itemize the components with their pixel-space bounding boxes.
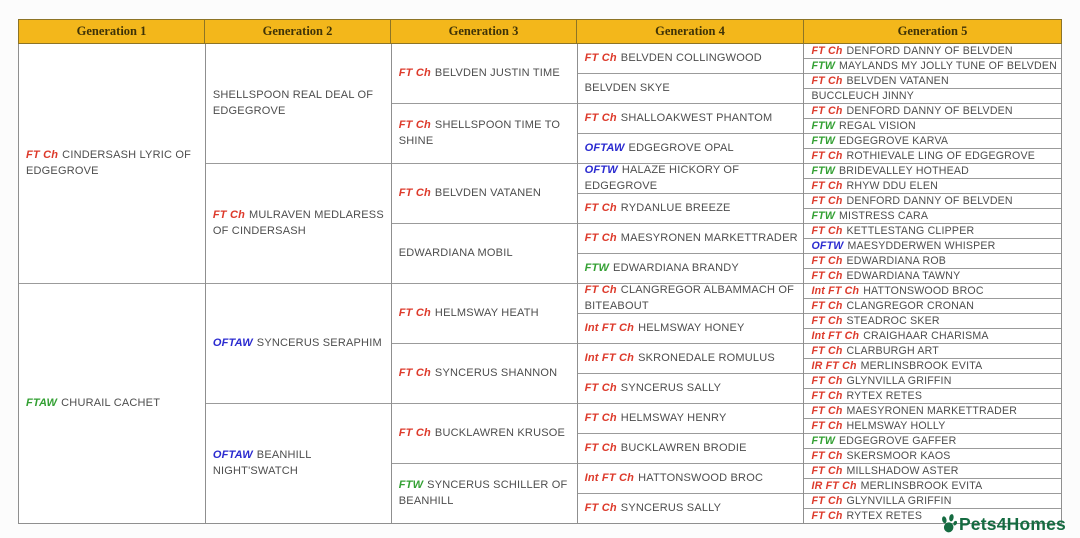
pedigree-cell-gen5-9	[804, 163, 1061, 178]
dog-name: ROTHIEVALE LING OF EDGEGROVE	[846, 149, 1035, 162]
generation-column-4	[577, 44, 804, 523]
dog-name: EDWARDIANA BRANDY	[613, 261, 739, 274]
dog-name: EDWARDIANA TAWNY	[846, 269, 961, 282]
title-prefix: FT Ch	[811, 299, 843, 312]
dog-name: EDGEGROVE OPAL	[628, 141, 734, 154]
pedigree-cell-gen4-13	[578, 403, 804, 433]
pedigree-cell-gen1-2	[19, 283, 205, 523]
pedigree-cell-gen4-16	[578, 493, 804, 523]
dog-name: DENFORD DANNY OF BELVDEN	[846, 44, 1013, 57]
title-prefix: FT Ch	[811, 149, 843, 162]
dog-name: SYNCERUS SCHILLER OF BEANHILL	[398, 479, 568, 507]
title-prefix: FT Ch	[26, 149, 59, 162]
title-prefix: Int FT Ch	[584, 321, 635, 334]
dog-name: MULRAVEN MEDLARESS OF CINDERSASH	[212, 209, 384, 237]
title-prefix: FT Ch	[398, 66, 431, 79]
title-prefix: FT Ch	[584, 381, 617, 394]
dog-name: CLANGREGOR ALBAMMACH OF BITEABOUT	[584, 284, 795, 312]
column-header-generation-4: Generation 4	[577, 20, 804, 43]
dog-name: CLANGREGOR CRONAN	[846, 299, 975, 312]
title-prefix: FTW	[811, 59, 836, 72]
pedigree-cell-gen3-6	[392, 343, 577, 403]
title-prefix: FTAW	[26, 396, 58, 409]
dog-name: BELVDEN SKYE	[584, 81, 670, 94]
pedigree-cell-gen5-11	[804, 193, 1061, 208]
title-prefix: OFTAW	[584, 141, 625, 154]
generation-column-3	[391, 44, 577, 523]
pedigree-cell-gen4-2	[578, 73, 804, 103]
pedigree-cell-gen5-27	[804, 433, 1061, 448]
pedigree-cell-gen5-17	[804, 283, 1061, 298]
title-prefix: FT Ch	[811, 224, 843, 237]
pedigree-cell-gen4-15	[578, 463, 804, 493]
pedigree-cell-gen4-7	[578, 223, 804, 253]
title-prefix: FT Ch	[811, 74, 843, 87]
title-prefix: IR FT Ch	[811, 479, 857, 492]
dog-name: BUCKLAWREN KRUSOE	[434, 426, 566, 439]
pedigree-cell-gen4-6	[578, 193, 804, 223]
pedigree-cell-gen5-2	[804, 58, 1061, 73]
pedigree-cell-gen5-16	[804, 268, 1061, 283]
pedigree-cell-gen5-10	[804, 178, 1061, 193]
dog-name: BUCCLEUCH JINNY	[811, 89, 914, 102]
generation-column-2	[205, 44, 391, 523]
title-prefix: FT Ch	[584, 51, 617, 64]
dog-name: HELMSWAY HOLLY	[846, 419, 946, 432]
title-prefix: FT Ch	[584, 231, 617, 244]
dog-name: SYNCERUS SERAPHIM	[256, 336, 382, 349]
dog-name: BRIDEVALLEY HOTHEAD	[839, 164, 970, 177]
pedigree-body	[18, 44, 1062, 524]
dog-name: HATTONSWOOD BROC	[863, 284, 984, 297]
dog-name: BEANHILL NIGHT'SWATCH	[212, 449, 312, 477]
table-header-row	[18, 19, 1062, 44]
dog-name: SYNCERUS SHANNON	[434, 366, 558, 379]
title-prefix: FT Ch	[811, 254, 843, 267]
title-prefix: FT Ch	[811, 44, 843, 57]
dog-name: MERLINSBROOK EVITA	[860, 359, 983, 372]
title-prefix: FTW	[811, 119, 836, 132]
pedigree-cell-gen5-3	[804, 73, 1061, 88]
dog-name: HELMSWAY HEATH	[434, 306, 539, 319]
title-prefix: FT Ch	[811, 404, 843, 417]
dog-name: EDWARDIANA ROB	[846, 254, 947, 267]
pedigree-cell-gen5-31	[804, 493, 1061, 508]
title-prefix: FT Ch	[811, 509, 843, 522]
title-prefix: FTW	[584, 261, 610, 274]
title-prefix: FT Ch	[584, 411, 617, 424]
dog-name: BELVDEN VATANEN	[434, 186, 542, 199]
title-prefix: FT Ch	[811, 179, 843, 192]
dog-name: MERLINSBROOK EVITA	[860, 479, 983, 492]
dog-name: RYTEX RETES	[846, 389, 923, 402]
pedigree-cell-gen5-15	[804, 253, 1061, 268]
dog-name: SHELLSPOON TIME TO SHINE	[398, 119, 561, 147]
dog-name: MILLSHADOW ASTER	[846, 464, 959, 477]
pedigree-cell-gen5-6	[804, 118, 1061, 133]
dog-name: CLARBURGH ART	[846, 344, 939, 357]
pedigree-cell-gen3-3	[392, 163, 577, 223]
pedigree-cell-gen5-30	[804, 478, 1061, 493]
dog-name: BELVDEN VATANEN	[846, 74, 949, 87]
title-prefix: FT Ch	[398, 119, 431, 132]
dog-name: MAYLANDS MY JOLLY TUNE OF BELVDEN	[839, 59, 1057, 72]
pedigree-cell-gen5-4	[804, 88, 1061, 103]
dog-name: BUCKLAWREN BRODIE	[620, 441, 747, 454]
title-prefix: FT Ch	[811, 194, 843, 207]
title-prefix: FTW	[811, 434, 836, 447]
dog-name: CRAIGHAAR CHARISMA	[863, 329, 989, 342]
dog-name: SKERSMOOR KAOS	[846, 449, 951, 462]
dog-name: MISTRESS CARA	[839, 209, 929, 222]
dog-name: MAESYDDERWEN WHISPER	[847, 239, 996, 252]
dog-name: HELMSWAY HONEY	[638, 321, 745, 334]
dog-name: HALAZE HICKORY OF EDGEGROVE	[584, 164, 740, 192]
pedigree-cell-gen2-2	[206, 163, 391, 283]
pedigree-cell-gen5-8	[804, 148, 1061, 163]
title-prefix: Int FT Ch	[811, 329, 860, 342]
dog-name: SYNCERUS SALLY	[620, 501, 722, 514]
pedigree-cell-gen5-24	[804, 388, 1061, 403]
dog-name: GLYNVILLA GRIFFIN	[846, 374, 952, 387]
pedigree-cell-gen5-14	[804, 238, 1061, 253]
pedigree-cell-gen5-28	[804, 448, 1061, 463]
dog-name: SHELLSPOON REAL DEAL OF EDGEGROVE	[212, 89, 374, 117]
column-header-generation-5: Generation 5	[897, 24, 968, 38]
pedigree-cell-gen5-1	[804, 44, 1061, 58]
pedigree-cell-gen4-14	[578, 433, 804, 463]
title-prefix: FT Ch	[398, 366, 431, 379]
pedigree-cell-gen5-22	[804, 358, 1061, 373]
dog-name: EDGEGROVE KARVA	[839, 134, 949, 147]
pedigree-cell-gen4-10	[578, 313, 804, 343]
pedigree-cell-gen5-18	[804, 298, 1061, 313]
pedigree-cell-gen4-1	[578, 44, 804, 73]
title-prefix: FT Ch	[811, 389, 843, 402]
title-prefix: OFTAW	[212, 449, 253, 462]
dog-name: STEADROC SKER	[846, 314, 940, 327]
pedigree-cell-gen5-21	[804, 343, 1061, 358]
dog-name: DENFORD DANNY OF BELVDEN	[846, 194, 1013, 207]
dog-name: RYTEX RETES	[846, 509, 923, 522]
dog-name: EDWARDIANA MOBIL	[398, 246, 513, 259]
pedigree-cell-gen3-2	[392, 103, 577, 163]
dog-name: GLYNVILLA GRIFFIN	[846, 494, 952, 507]
pedigree-table	[18, 19, 1062, 524]
pedigree-cell-gen2-1	[206, 44, 391, 163]
title-prefix: Int FT Ch	[584, 471, 635, 484]
title-prefix: FT Ch	[398, 426, 431, 439]
pedigree-cell-gen2-4	[206, 403, 391, 523]
title-prefix: FT Ch	[398, 306, 431, 319]
dog-name: EDGEGROVE GAFFER	[839, 434, 957, 447]
dog-name: CINDERSASH LYRIC OF EDGEGROVE	[26, 149, 192, 177]
pedigree-cell-gen5-12	[804, 208, 1061, 223]
dog-name: SKRONEDALE ROMULUS	[638, 351, 775, 364]
pedigree-cell-gen4-9	[578, 283, 804, 313]
pedigree-cell-gen5-26	[804, 418, 1061, 433]
title-prefix: FT Ch	[584, 501, 617, 514]
title-prefix: Int FT Ch	[811, 284, 860, 297]
pedigree-cell-gen4-3	[578, 103, 804, 133]
title-prefix: FTW	[811, 209, 836, 222]
title-prefix: FTW	[811, 164, 836, 177]
pedigree-cell-gen5-29	[804, 463, 1061, 478]
column-header-generation-1: Generation 1	[19, 20, 205, 43]
pedigree-cell-gen4-5	[578, 163, 804, 193]
title-prefix: FT Ch	[811, 494, 843, 507]
title-prefix: FT Ch	[584, 284, 617, 297]
title-prefix: Int FT Ch	[584, 351, 635, 364]
column-header-generation-3: Generation 3	[391, 20, 577, 43]
title-prefix: FT Ch	[811, 419, 843, 432]
dog-name: HELMSWAY HENRY	[620, 411, 727, 424]
dog-name: KETTLESTANG CLIPPER	[846, 224, 975, 237]
pedigree-cell-gen5-7	[804, 133, 1061, 148]
title-prefix: FTW	[398, 479, 424, 492]
generation-column-5	[803, 44, 1061, 523]
pedigree-cell-gen5-23	[804, 373, 1061, 388]
title-prefix: FT Ch	[398, 186, 431, 199]
pedigree-cell-gen1-1	[19, 44, 205, 283]
generation-column-1	[19, 44, 205, 523]
pedigree-cell-gen3-1	[392, 44, 577, 103]
pedigree-cell-gen3-7	[392, 403, 577, 463]
title-prefix: FT Ch	[811, 314, 843, 327]
dog-name: SHALLOAKWEST PHANTOM	[620, 111, 773, 124]
title-prefix: OFTW	[584, 164, 618, 177]
pedigree-cell-gen5-5	[804, 103, 1061, 118]
pedigree-cell-gen3-8	[392, 463, 577, 523]
pets4homes-logo[interactable]	[940, 514, 1066, 535]
pedigree-cell-gen4-12	[578, 373, 804, 403]
dog-name: RYDANLUE BREEZE	[620, 201, 731, 214]
title-prefix: FT Ch	[811, 104, 843, 117]
dog-name: RHYW DDU ELEN	[846, 179, 938, 192]
title-prefix: FT Ch	[811, 344, 843, 357]
title-prefix: FT Ch	[584, 201, 617, 214]
dog-name: HATTONSWOOD BROC	[638, 471, 764, 484]
title-prefix: FT Ch	[584, 111, 617, 124]
dog-name: DENFORD DANNY OF BELVDEN	[846, 104, 1013, 117]
pedigree-cell-gen5-19	[804, 313, 1061, 328]
pedigree-cell-gen5-25	[804, 403, 1061, 418]
title-prefix: OFTW	[811, 239, 844, 252]
title-prefix: FT Ch	[811, 464, 843, 477]
dog-name: BELVDEN JUSTIN TIME	[434, 66, 560, 79]
title-prefix: FT Ch	[584, 441, 617, 454]
logo-text: Pets4Homes	[958, 514, 1066, 534]
pedigree-cell-gen4-8	[578, 253, 804, 283]
dog-name: SYNCERUS SALLY	[620, 381, 722, 394]
dog-name: REGAL VISION	[839, 119, 916, 132]
title-prefix: IR FT Ch	[811, 359, 857, 372]
dog-name: MAESYRONEN MARKETTRADER	[846, 404, 1018, 417]
pedigree-cell-gen3-4	[392, 223, 577, 283]
title-prefix: FT Ch	[811, 449, 843, 462]
pedigree-cell-gen2-3	[206, 283, 391, 403]
pedigree-cell-gen5-20	[804, 328, 1061, 343]
pedigree-cell-gen4-11	[578, 343, 804, 373]
title-prefix: OFTAW	[212, 336, 253, 349]
dog-name: BELVDEN COLLINGWOOD	[620, 51, 762, 64]
title-prefix: FT Ch	[212, 209, 246, 222]
pedigree-cell-gen5-13	[804, 223, 1061, 238]
dog-name: MAESYRONEN MARKETTRADER	[620, 231, 798, 244]
pedigree-cell-gen4-4	[578, 133, 804, 163]
title-prefix: FTW	[811, 134, 836, 147]
title-prefix: FT Ch	[811, 269, 843, 282]
pedigree-cell-gen3-5	[392, 283, 577, 343]
paw-icon	[940, 514, 957, 534]
dog-name: CHURAIL CACHET	[61, 396, 161, 409]
column-header-generation-2: Generation 2	[205, 20, 391, 43]
title-prefix: FT Ch	[811, 374, 843, 387]
